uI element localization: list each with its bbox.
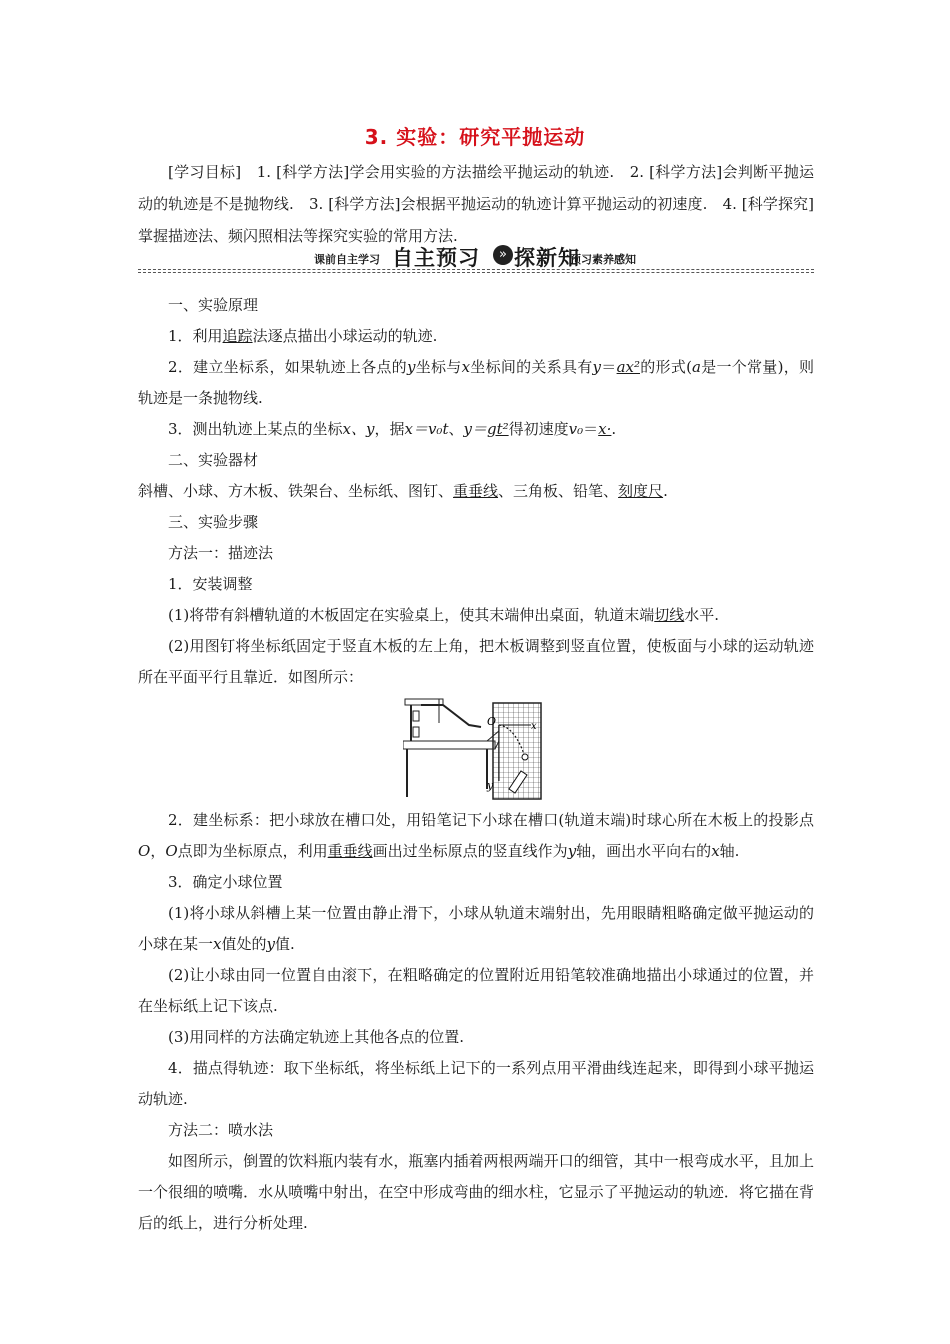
step-heading: 3．确定小球位置 xyxy=(168,873,283,891)
section-banner xyxy=(138,244,814,274)
method-heading: 方法一：描迹法 xyxy=(168,544,274,562)
paragraph: 1．利用追踪法逐点描出小球运动的轨迹. xyxy=(168,327,438,345)
step-heading: 1．安装调整 xyxy=(168,575,253,593)
apparatus-illustration xyxy=(403,697,543,801)
page-title: 3. 实验：研究平抛运动 xyxy=(364,125,586,149)
paragraph: 如图所示，倒置的饮料瓶内装有水，瓶塞内插着两根两端开口的细管，其中一根弯成水平，且加上一个很细的喷嘴．水从喷嘴中射出，在空中形成弯曲的细水柱，它显示了平抛运动的轨迹．将它描在背后的纸上，进行分析处理. xyxy=(138,1152,814,1232)
origin-label: O xyxy=(487,715,497,728)
arrow-icon: » xyxy=(493,245,513,265)
paragraph: 4．描点得轨迹：取下坐标纸，将坐标纸上记下的一系列点用平滑曲线连起来，即得到小球平抛运动轨迹. xyxy=(138,1059,814,1108)
banner-main-label-2: 探新知 xyxy=(514,246,580,270)
y-axis-label: y xyxy=(487,779,494,792)
method-heading: 方法二：喷水法 xyxy=(168,1121,274,1139)
banner-right-label: 预习素养感知 xyxy=(570,253,636,266)
paragraph: (1)将带有斜槽轨道的木板固定在实验桌上，使其末端伸出桌面，轨道末端切线水平. xyxy=(168,606,720,624)
paragraph: 3．测出轨迹上某点的坐标x、y，据x＝v₀t、y＝gt²得初速度v₀＝x·. xyxy=(168,420,617,438)
banner-divider xyxy=(138,272,814,273)
section-heading: 三、实验步骤 xyxy=(168,513,259,531)
paragraph: 斜槽、小球、方木板、铁架台、坐标纸、图钉、重垂线、三角板、铅笔、刻度尺. xyxy=(138,482,668,500)
learning-goals: [学习目标] 1. [科学方法]学会用实验的方法描绘平抛运动的轨迹. 2. [科学方法]会判断平抛运动的轨迹是不是抛物线. 3. [科学方法]会根据平抛运动的轨迹计算平抛运动的初速度. 4. [科学探究]掌握描迹法、频闪照相法等探究实验的常用方法. xyxy=(138,163,814,245)
paragraph: (2)让小球由同一位置自由滚下，在粗略确定的位置附近用铅笔较准确地描出小球通过的位置，并在坐标纸上记下该点. xyxy=(138,966,814,1015)
paragraph: (3)用同样的方法确定轨迹上其他各点的位置. xyxy=(168,1028,465,1046)
main-content xyxy=(138,290,814,1239)
apparatus-figure xyxy=(138,697,814,803)
section-heading: 一、实验原理 xyxy=(168,296,259,314)
banner-left-label: 课前自主学习 xyxy=(314,253,380,266)
paragraph: 2．建坐标系：把小球放在槽口处，用铅笔记下小球在槽口(轨道末端)时球心所在木板上的投影点O，O点即为坐标原点，利用重垂线画出过坐标原点的竖直线作为y轴，画出水平向右的x轴. xyxy=(138,811,814,860)
section-heading: 二、实验器材 xyxy=(168,451,259,469)
banner-main-label: 自主预习 xyxy=(392,246,480,270)
paragraph: (2)用图钉将坐标纸固定于竖直木板的左上角，把木板调整到竖直位置，使板面与小球的运动轨迹所在平面平行且靠近．如图所示： xyxy=(138,637,814,686)
paragraph: 2．建立坐标系，如果轨迹上各点的y坐标与x坐标间的关系具有y＝ax²的形式(a是一个常量)，则轨迹是一条抛物线. xyxy=(138,358,814,407)
x-axis-label: x xyxy=(531,721,537,732)
paragraph: (1)将小球从斜槽上某一位置由静止滑下，小球从轨道末端射出，先用眼睛粗略确定做平抛运动的小球在某一x值处的y值. xyxy=(138,904,814,953)
